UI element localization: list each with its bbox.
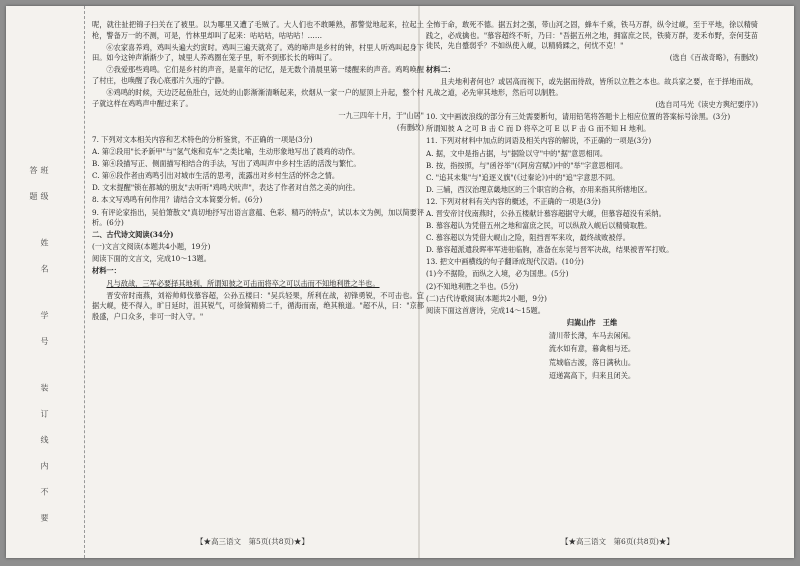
exam-sheet (6, 6, 794, 558)
right-paragraph: 且夫地利者何也？或居高而视下，或先据而待敌，皆所以立胜之本也。故兵家之要，在于择地而战，凡战之道，必先审其地形，然后可以制胜。 (426, 77, 758, 98)
right-paragraph: A. 晋安帝讨伐南燕时，公孙五楼献计慕容超据守大岘，但慕容超没有采纳。 (426, 209, 666, 218)
left-paragraph: 9. 有评论家指出，吴伯箫散文"真切地抒写出语言意蕴、色彩、精巧的特点"，试以本文为例，加以简要评析。(6分) (92, 207, 424, 228)
right-paragraph: (选自司马光《读史方舆纪要序》) (655, 100, 758, 110)
left-paragraph: ⑧鸡鸣的时候，天边泛起鱼肚白，远处的山影渐渐清晰起来，炊烟从一家一户的屋顶上升起，整个村子就这样在鸡鸣声中醒过来了。 (92, 88, 424, 108)
left-paragraph: 7. 下列对文本相关内容和艺术特色的分析鉴赏，不正确的一项是(3分) (92, 134, 313, 144)
right-paragraph: 13. 把文中画横线的句子翻译成现代汉语。(10分) (426, 257, 584, 267)
right-paragraph: 阅读下面这首唐诗，完成14～15题。 (426, 305, 545, 315)
right-paragraph: A. 据，文中是指占据，与"据险以守"中的"据"意思相同。 (426, 148, 608, 158)
right-paragraph: 12. 下列对材料有关内容的概述，不正确的一项是(3分) (426, 196, 601, 206)
right-paragraph: 10. 文中画波浪线的部分有三处需要断句，请用铅笔将答题卡上相应位置的答案标号涂黑。(3分) (426, 112, 731, 122)
left-page-column (92, 20, 424, 532)
left-paragraph: C. 第⑥段作者由鸡鸣引出对城市生活的思考，流露出对乡村生活的怀念之情。 (92, 171, 340, 181)
right-page-column (426, 20, 758, 532)
right-paragraph: 迢递嵩高下，归来且闭关。 (548, 371, 636, 381)
left-paragraph: D. 文末提醒"锁在都城的朋友"去听听"鸡鸣犬吠声"，表达了作者对自然之美的向往。 (92, 183, 360, 193)
left-paragraph: 二、古代诗文阅读(34分) (92, 230, 174, 240)
left-paragraph: 一九三四年十月，于"山居" (338, 110, 424, 120)
right-paragraph: D. 三辅，西汉治理京畿地区的三个职官的合称，亦用来指其所辖地区。 (426, 184, 652, 194)
right-paragraph: C. "追其未集"与"追逐义旗"(《过秦论》)中的"追"字意思不同。 (426, 172, 620, 182)
left-paragraph: 晋安帝时南燕，刘裕帅师伐慕容超，公孙五楼曰："吴兵轻果，所利在战，初锋勇锐，不可击也。宜据大岘，使不得入，旷日延时，沮其锐气，可徐简精骑二千，循海而南，绝其粮道。"超不从，曰："京都殷盛，户口众多，非可一时入守。" (92, 290, 424, 321)
left-paragraph: (一)文言文阅读(本题共4小题，19分) (92, 242, 211, 252)
left-paragraph: 呢，就往扯把锦子扫关在了被里。以为哪里又遭了毛贼了。大人们也不敢睡熟，都警觉地起来，拉起土枪，警备万一的不测，可是，竹林里却叫了起来：咕咕咕，咕咕咕！…… (92, 20, 424, 40)
right-paragraph: D. 慕容超派遣段晖率军进驻临朐，准备在东莞与晋军决战，结果被晋军打败。 (426, 245, 674, 255)
left-paragraph: A. 第②段用"长矛新甲"与"氢气炮和克车"之类比喻，生动形象地写出了晨鸡的动作。 (92, 147, 360, 157)
right-paragraph: 归嵩山作 王维 (566, 317, 618, 327)
binding-text: 班级 姓名 学号 装订线内不要答题 (29, 166, 49, 540)
right-paragraph: 清川带长薄，车马去闲闲。 (548, 330, 636, 340)
right-paragraph: 全怖于命，敢死不德。据五封之强，带山河之固，蜂车千乘，铁马万群，纵令过岘，至于平地，徐以精骑践之，必成擒也。"慕容超终不听，乃曰："吾据五州之地，拥富庶之民，铁骑万群，麦禾布野，奈何芟苗徙民，先自蹙弱乎？不如纵使入岘，以精骑蹂之，何忧不克！" (426, 20, 758, 51)
right-paragraph: 流水如有意，暮禽相与还。 (548, 344, 636, 354)
right-paragraph: (1)今不据险，而纵之入境，必为国患。(5分) (426, 269, 569, 279)
right-paragraph: 11. 下列对材料中加点的词语及相关内容的解说，不正确的一项是(3分) (426, 136, 652, 146)
right-paragraph: 材料二： (426, 65, 455, 75)
left-paragraph: ⑦我爱那些鸡鸣。它们是乡村的声音，是童年的记忆，是无数个清晨里第一缕醒来的声音。鸡鸣唤醒了村庄，也唤醒了我心底那片久违的宁静。 (92, 65, 424, 85)
right-paragraph: B. 慕容超认为凭借五州之地和富庶之民，可以纵敌入岘后以精骑取胜。 (426, 221, 652, 231)
left-paragraph: 8. 本文写鸡鸣有何作用？请结合文本简要分析。(6分) (92, 195, 263, 205)
right-paragraph: B. 按，指按照，与"函谷举"(《阿房宫赋》)中的"举"字意思相同。 (426, 160, 628, 170)
left-paragraph: (有删改) (396, 122, 424, 132)
right-paragraph: 所谓知彼 A 之可 B 击 C 而 D 将卒之可 E 以 F 击 G 而不知 H 地利。 (426, 124, 651, 134)
right-paragraph: (选自《百战奇略》，有删改) (669, 53, 758, 63)
left-paragraph: B. 第④段描写正、侧面描写相结合的手法，写出了鸡叫声中乡村生活的活泼与繁忙。 (92, 159, 361, 169)
right-paragraph: (2)不知地利胜之半也。(5分) (426, 281, 519, 291)
left-paragraph: ⑥农家喜养鸡，鸡叫头遍大约寅时。鸡叫三遍天就亮了。鸡的啼声是乡村的钟，村里人听鸡叫起身下田。如今这钟声渐渐少了，城里人养鸡圈在笼子里，听不到那长长的啼叫了。 (92, 42, 424, 63)
footer-left-page-number: 【★高三语文 第5页(共8页)★】 (196, 537, 309, 546)
right-paragraph: C. 慕容超以为凭借大岘山之险，阻挡晋军来攻，最终战败被俘。 (426, 233, 630, 243)
left-paragraph: 材料一： (92, 266, 121, 276)
binding-margin (6, 6, 85, 558)
right-paragraph: (二)古代诗歌阅读(本题共2小题，9分) (426, 293, 547, 303)
right-paragraph: 荒城临古渡，落日满秋山。 (548, 357, 636, 367)
footer-right-page-number: 【★高三语文 第6页(共8页)★】 (561, 537, 674, 546)
left-paragraph: 阅读下面的文言文，完成10～13题。 (92, 254, 211, 264)
left-paragraph: 凡与敌战，三军必要择其地利，所谓知彼之可击而将卒之可以击而不知地利胜之半也。 (106, 278, 380, 288)
